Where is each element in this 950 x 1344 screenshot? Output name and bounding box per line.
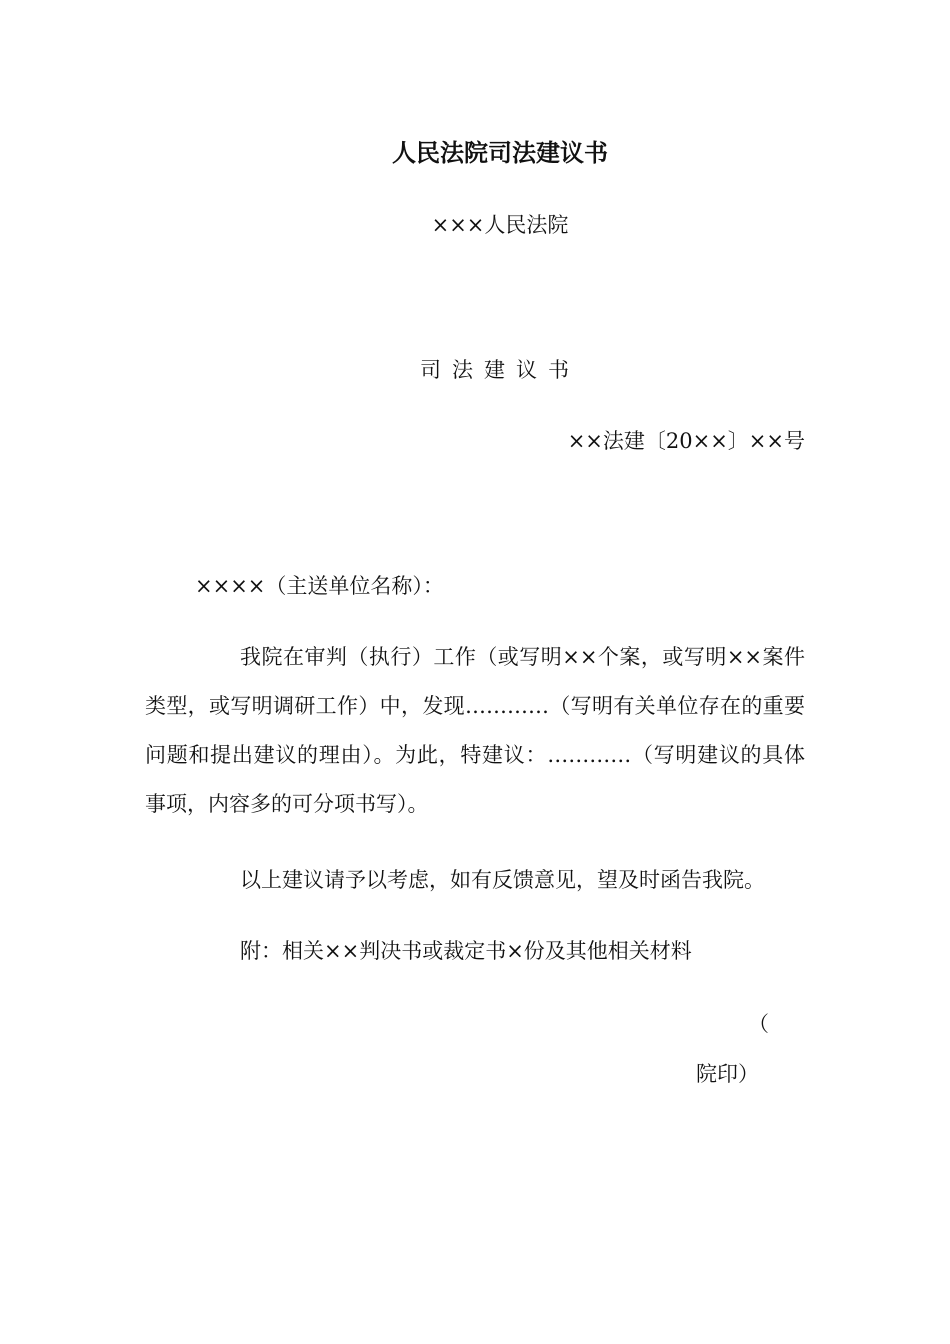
document-title: 人民法院司法建议书: [392, 138, 608, 167]
document-number: ××法建〔20××〕××号: [567, 429, 805, 453]
court-name: ×××人民法院: [431, 213, 569, 237]
recipient-line: ××××（主送单位名称）：: [195, 574, 444, 598]
document-type-heading: 司法建议书: [420, 358, 580, 382]
seal-open-paren: （: [748, 1012, 769, 1036]
body-paragraph: 我院在审判（执行）工作（或写明××个案，或写明××案件类型，或写明调研工作）中，发现…………（写明有关单位存在的重要问题和提出建议的理由）。为此，特建议：…………（写明建议的具体事项，内容多的可分项书写）。: [145, 645, 805, 816]
court-seal-text: 院印）: [696, 1062, 759, 1086]
consideration-paragraph: 以上建议请予以考虑，如有反馈意见，望及时函告我院。: [240, 868, 765, 892]
attachment-line: 附：相关××判决书或裁定书×份及其他相关材料: [240, 939, 692, 963]
